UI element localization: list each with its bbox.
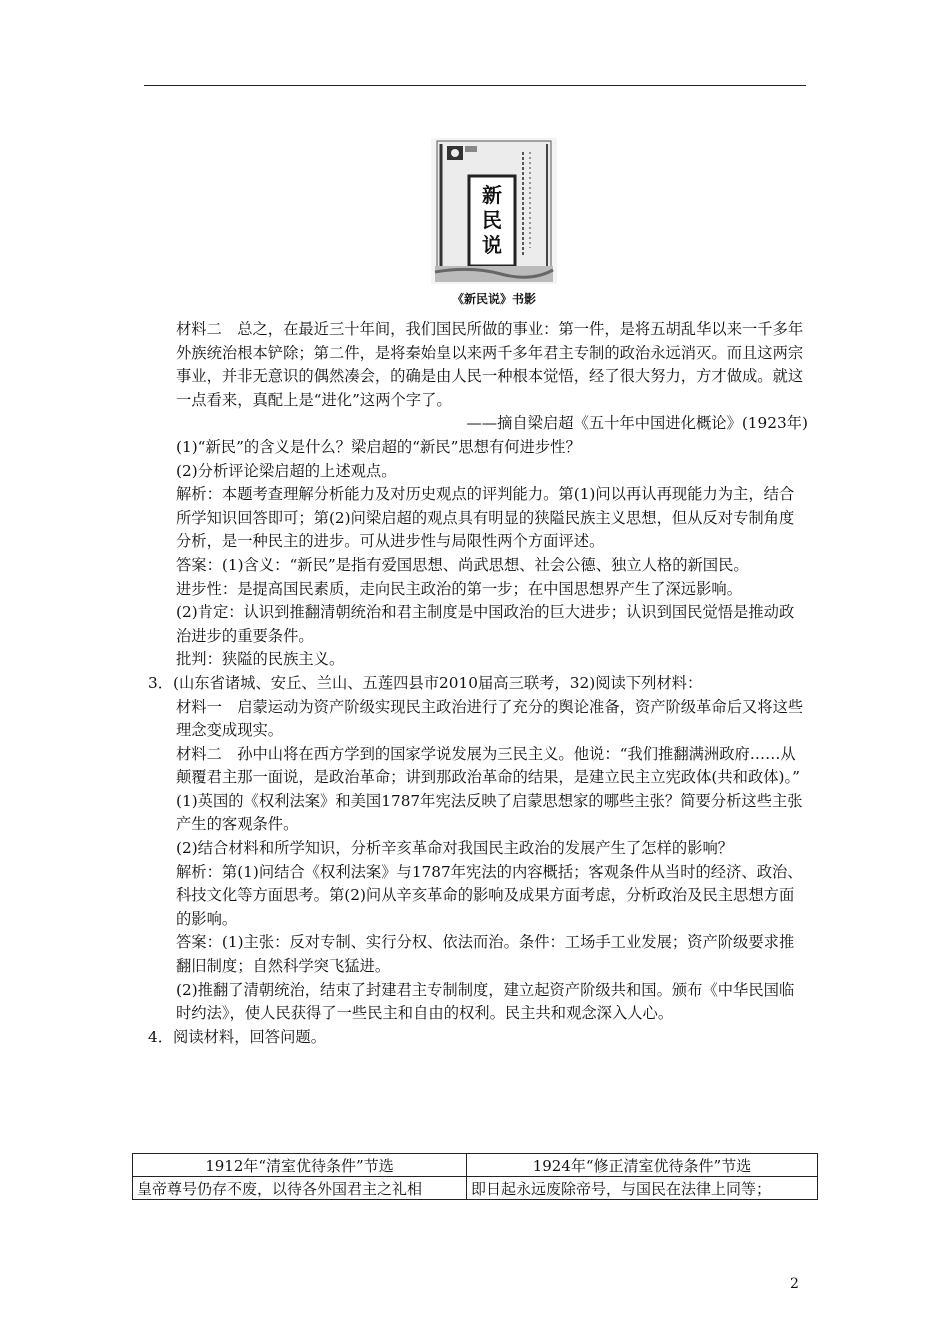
- paragraph: (2)分析评论梁启超的上述观点。: [176, 461, 397, 480]
- paragraph: 材料一 启蒙运动为资产阶级实现民主政治进行了充分的舆论准备，资产阶级革命后又将这些理念变成现实。: [176, 697, 804, 740]
- table-header-row: [133, 1154, 818, 1177]
- paragraph: 解析：本题考查理解分析能力及对历史观点的评判能力。第(1)问以再认再现能力为主，结合所学知识回答即可；第(2)问梁启超的观点具有明显的狭隘民族主义思想，但从反对专制角度分析，是一种民主的进步。可从进步性与局限性两个方面评述。: [176, 485, 795, 551]
- table-row: [133, 1177, 818, 1200]
- paragraph: 4．阅读材料，回答问题。: [148, 1027, 326, 1046]
- paragraph: ——摘自梁启超《五十年中国进化概论》(1923年): [466, 414, 808, 433]
- paragraph: 材料二 总之，在最近三十年间，我们国民所做的事业：第一件，是将五胡乱华以来一千多年外族统治根本铲除；第二件，是将秦始皇以来两千多年君主专制的政治永远消灭。而且这两宗事业，并非无意识的偶然凑会，的确是由人民一种根本觉悟，经了很大努力，方才做成。就这一点看来，真配上是“进化”这两个字了。: [176, 320, 804, 409]
- paragraph: 答案：(1)含义：“新民”是指有爱国思想、尚武思想、社会公德、独立人格的新国民。: [176, 555, 749, 574]
- cover-char-1: 新: [482, 183, 502, 207]
- table-cell: 皇帝尊号仍存不废，以待各外国君主之礼相: [133, 1177, 467, 1200]
- paragraph: 答案：(1)主张：反对专制、实行分权、依法而治。条件：工场手工业发展；资产阶级要求推翻旧制度；自然科学突飞猛进。: [176, 933, 795, 976]
- paragraph: (1)英国的《权利法案》和美国1787年宪法反映了启蒙思想家的哪些主张？简要分析这些主张产生的客观条件。: [176, 791, 803, 834]
- table-cell: 即日起永远废除帝号，与国民在法律上同等；: [466, 1177, 817, 1200]
- header-rule: [144, 85, 806, 86]
- comparison-table: [132, 1153, 818, 1200]
- cover-char-2: 民: [482, 208, 502, 232]
- table-header-cell: 1924年“修正清室优待条件”节选: [466, 1154, 817, 1177]
- paragraph: 材料二 孙中山将在西方学到的国家学说发展为三民主义。他说：“我们推翻满洲政府……从颠覆君主那一面说，是政治革命；讲到那政治革命的结果，是建立民主立宪政体(共和政体)。”: [176, 744, 800, 787]
- table-header-cell: 1912年“清室优待条件”节选: [133, 1154, 467, 1177]
- paragraph: 批判：狭隘的民族主义。: [176, 650, 345, 669]
- cover-char-3: 说: [482, 233, 502, 257]
- paragraph: (2)结合材料和所学知识，分析辛亥革命对我国民主政治的发展产生了怎样的影响？: [176, 839, 734, 858]
- paragraph: (1)“新民”的含义是什么？梁启超的“新民”思想有何进步性？: [176, 437, 581, 456]
- paragraph: (2)肯定：认识到推翻清朝统治和君主制度是中国政治的巨大进步；认识到国民觉悟是推动政治进步的重要条件。: [176, 603, 795, 645]
- paragraph: 解析：第(1)问结合《权利法案》与1787年宪法的内容概括；客观条件从当时的经济、政治、科技文化等方面思考。第(2)问从辛亥革命的影响及成果方面考虑，分析政治及民主思想方面的影响。: [176, 862, 803, 928]
- paragraph: 进步性：是提高国民素质，走向民主政治的第一步；在中国思想界产生了深远影响。: [176, 579, 742, 598]
- book-cover-image: [431, 138, 557, 284]
- figure-caption: 《新民说》书影: [451, 292, 536, 306]
- page-number: 2: [790, 1276, 799, 1292]
- paragraph: 3．(山东省诸城、安丘、兰山、五莲四县市2010届高三联考，32)阅读下列材料：: [148, 673, 703, 692]
- document-body: [148, 318, 808, 1049]
- paragraph: (2)推翻了清朝统治，结束了封建君主专制制度，建立起资产阶级共和国。颁布《中华民国临时约法》，使人民获得了一些民主和自由的权利。民主共和观念深入人心。: [176, 980, 795, 1023]
